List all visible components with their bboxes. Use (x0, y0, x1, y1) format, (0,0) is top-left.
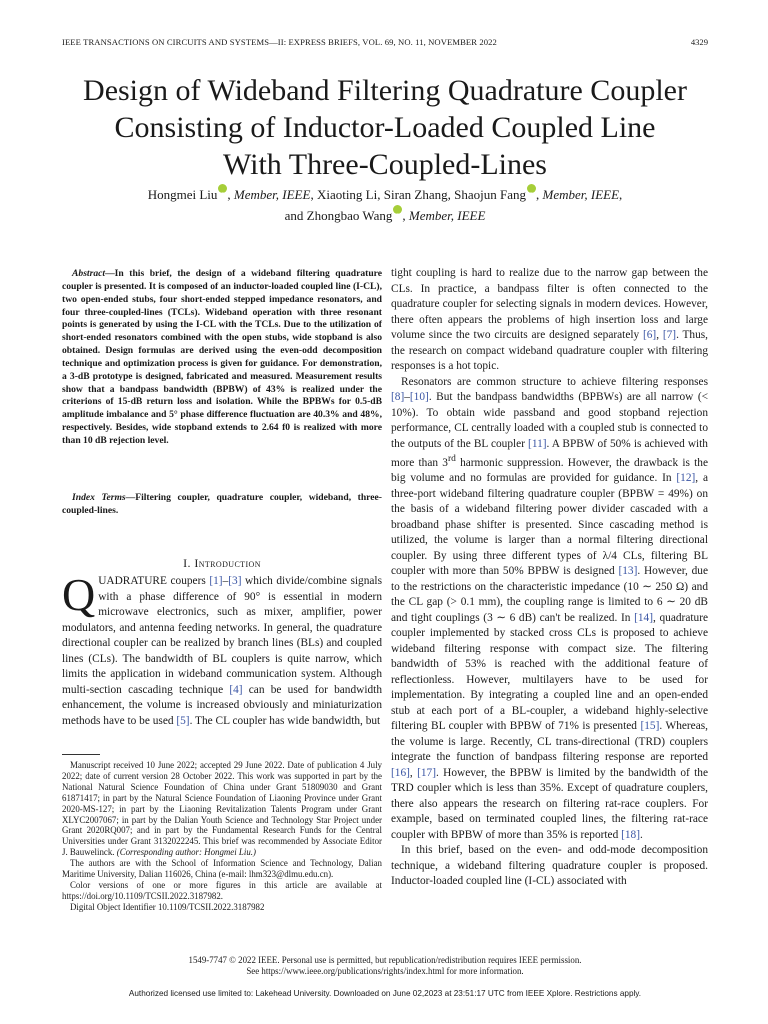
body-text: tight coupling is hard to realize due to the narrow gap between the CLs. In practice, a bandpass filter is often connected to the quadrature coupler for selecting signals in modern devices. However, there often appears the problems of high insertion loss and large volume since the two circuits are designed separately (391, 267, 708, 341)
citation-link[interactable]: [4] (229, 683, 243, 696)
abstract (62, 268, 382, 448)
body-text: Resonators are common structure to achieve filtering responses (401, 375, 708, 388)
corresponding-author: (Corresponding author: Hongmei Liu.) (116, 847, 256, 858)
body-text: UADRATURE coupers (98, 575, 210, 587)
body-text: . Thus, the research on compact wideband quadrature coupler with filtering responses is a hot topic. (391, 329, 709, 372)
citation-link[interactable]: [6] (642, 329, 657, 341)
citation-link[interactable]: [18] (621, 828, 640, 841)
paper-title (40, 72, 730, 183)
body-text: harmonic suppression. However, the drawback is the big volume and no formulas are provided for guidance. In (391, 456, 708, 485)
citation-link[interactable]: [11] (528, 437, 547, 450)
footnote-rule (62, 754, 100, 755)
abstract-label: Abstract (72, 268, 106, 279)
copyright-line: 1549-7747 © 2022 IEEE. Personal use is permitted, but republication/redistribution requires IEEE permission. (188, 955, 582, 965)
member-label: Member, IEEE (233, 187, 311, 202)
body-text: . (640, 828, 643, 841)
body-paragraph: In this brief, based on the even- and odd-mode decomposition technique, a wideband filtering quadrature coupler is proposed. Inductor-loaded coupled line (I-CL) associated with (391, 844, 708, 888)
body-text: . However, the BPBW is limited by the bandwidth of the TRD coupler which is less than 35%. Except of quadrature couplers, there also appears the research on filtering rat-race couplers. For example, based on terminated coupled lines, the filtering rat-race coupler with BPBW of more than 35% is reported (391, 766, 708, 841)
license-notice: Authorized licensed use limited to: Lakehead University. Downloaded on June 02,2023 at 23:51:17 UTC from IEEE Xplore. Restrictions apply. (128, 989, 642, 998)
author-names: , Xiaoting Li, Siran Zhang, Shaojun Fang (310, 187, 526, 202)
body-text: . A BPBW of 50% is achieved with more than 3 (391, 437, 708, 469)
body-text: . The CL coupler has wide bandwidth, but (189, 714, 381, 727)
footnote-manuscript (62, 760, 382, 858)
member-label: Member, IEEE (408, 208, 486, 223)
author-list: Hongmei LiuiD , Member, IEEE, Xiaoting Li, Siran Zhang, Shaojun FangiD , Member, IEEE, and Zhongbao WangiD , Member, IEEE (40, 184, 730, 226)
citation-link[interactable]: [16] (391, 766, 410, 779)
body-text: . But the bandpass bandwidths (BPBWs) are all narrow (< 10%). To obtain wide passband and good stopband rejection performance, CL centrally loaded with a coupled stub is connected to the outputs of the BL coupler (391, 391, 708, 450)
citation-link[interactable]: [15] (640, 720, 660, 733)
body-text: , (409, 766, 418, 779)
title-line: With Three-Coupled-Lines (223, 148, 547, 181)
citation-link[interactable]: [14] (634, 611, 653, 624)
footnote-doi: Digital Object Identifier 10.1109/TCSII.2022.3187982 (70, 901, 265, 912)
section-number: I. (183, 556, 195, 570)
index-terms-text: —Filtering coupler, quadrature coupler, wideband, three-coupled-lines. (62, 492, 382, 516)
drop-cap: Q (62, 569, 96, 620)
section-title: Introduction (194, 556, 261, 570)
introduction-text (62, 569, 382, 729)
author-name: Hongmei Liu (147, 187, 218, 202)
body-text: , quadrature coupler implemented by stacked cross CLs is proposed to achieve wideband filtering response with compact size. The filtering bandwidth of 53% is reached with the additional feature of reflectionless. However, multilayers have to be used for implementation. By integrating a coupled line and an open-ended stub at each port of a BL-coupler, a wideband highly-selective filtering BL coupler with BPBW of 71% is presented (391, 611, 709, 733)
citation-link[interactable]: [10] (409, 391, 429, 403)
body-text: , (656, 329, 663, 341)
citation-link[interactable]: [1] (209, 575, 223, 587)
title-line: Consisting of Inductor-Loaded Coupled Line (114, 111, 656, 144)
footnote-color: Color versions of one or more figures in this article are available at https://doi.org/10.1109/TCSII.2022.3187982. (62, 879, 382, 901)
body-text: – (222, 575, 229, 587)
orcid-icon[interactable] (393, 205, 402, 214)
rights-link[interactable]: See https://www.ieee.org/publications/rights/index.html for more information. (246, 966, 524, 976)
body-text: can be used for bandwidth enhancement, the volume is increased obviously and miniaturization methods have to be used (62, 683, 382, 727)
citation-link[interactable]: [7] (662, 329, 677, 341)
citation-link[interactable]: [17] (417, 766, 436, 779)
body-text: . Whereas, the volume is large. Recently, CL trans-directional (TRD) couplers integrate the function of bandpass filtering response are reported (391, 720, 708, 764)
index-terms (62, 492, 382, 518)
index-terms-label: Index Terms (72, 492, 126, 503)
body-text: – (404, 391, 410, 403)
member-label: Member, IEEE (542, 187, 620, 202)
title-line: Design of Wideband Filtering Quadrature Coupler (83, 74, 687, 107)
orcid-icon[interactable] (218, 184, 227, 193)
page-number: 4329 (690, 37, 708, 47)
orcid-icon[interactable] (527, 184, 536, 193)
citation-link[interactable]: [5] (176, 714, 190, 727)
citation-link[interactable]: [12] (676, 472, 696, 485)
footnote-affiliation: The authors are with the School of Information Science and Technology, Dalian Maritime University, Dalian 116026, China (e-mail: lhm323@dlmu.edu.cn). (62, 858, 382, 880)
author-name: and Zhongbao Wang (284, 208, 393, 223)
body-text: which divide/combine signals with a phase difference of 90° is essential in modern microwave electronics, such as mixer, amplifier, power modulators, and antenna feeding networks. In general, the quadrature directional coupler can be realized by branch lines (BLs) and coupled lines (CLs). The bandwidth of BL couplers is quite narrow, which limits the application in wideband communication system. Although multi-section cascading technique (62, 575, 382, 696)
superscript: rd (447, 454, 456, 464)
footnote-text: Manuscript received 10 June 2022; accepted 29 June 2022. Date of publication 4 July 2022; date of current version 28 October 2022. This work was supported in part by the National Natural Science Foundation of China under Grant 51809030 and Grant 61871417; in part by the Natural Science Foundation of Liaoning Province under Grant 2020-MS-127; in part by the Liaoning Revitalization Talents Program under Grant XLYC2007067; in part by the Dalian Youth Science and Technology Star Project under Grant 2020RQ007; and in part by the Fundamental Research Funds for the Central Universities under Grant 3132022245. This brief was recommended by Associate Editor J. Bauwelinck. (62, 760, 382, 858)
footnotes (62, 760, 382, 913)
running-header: IEEE TRANSACTIONS ON CIRCUITS AND SYSTEMS—II: EXPRESS BRIEFS, VOL. 69, NO. 11, NOVEMBER 2022 (62, 37, 497, 47)
section-heading (62, 556, 382, 571)
body-text: . However, due to the restrictions on the characteristic impedance (10 ∼ 250 Ω) and the CL gap (> 0.1 mm), the coupling range is limited to 6 ∼ 20 dB and tight couplings (3 ∼ 6 dB) can't be realized. In (391, 565, 708, 624)
right-column-text (391, 266, 708, 890)
body-text: , a three-port wideband filtering quadrature coupler (BPBW = 49%) on the basis of a wideband filtering power divider cascaded with a broadband phase shifter is presented. Since cascading method is utilized, the volume is larger than a normal filtering directional coupler. By using three different types of λ/4 CLs, filtering BL coupler with more than 50% BPBW is designed (391, 472, 708, 578)
citation-link[interactable]: [13] (618, 565, 638, 578)
citation-link[interactable]: [8] (391, 391, 405, 403)
copyright-footer (40, 955, 730, 977)
abstract-text: —In this brief, the design of a wideband filtering quadrature coupler is presented. It is composed of an inductor-loaded coupled line (I-CL), two open-ended stubs, four short-ended stepped impedance resonators, and four three-coupled-lines (TCLs). Wideband operation with three resonant points is generated by using the I-CL with the TCLs. Due to the utilization of short-ended resonators combined with the open stubs, wide stopband is also obtained. Design formulas are derived using the even-odd decomposition technique and optimization process is given for guidance. For demonstration, a 3-dB prototype is designed, fabricated and measured. Measurement results show that a bandpass bandwidth (BPBW) of 43% is realized under the criterions of 15-dB return loss and isolation. While the BPBWs for 0.5-dB amplitude imbalance and 5° phase difference fluctuation are 40.3% and 48%, respectively. Besides, wide stopband extends to 2.64 f0 is realized with more than 10 dB rejection level. (62, 268, 382, 446)
citation-link[interactable]: [3] (228, 575, 242, 587)
